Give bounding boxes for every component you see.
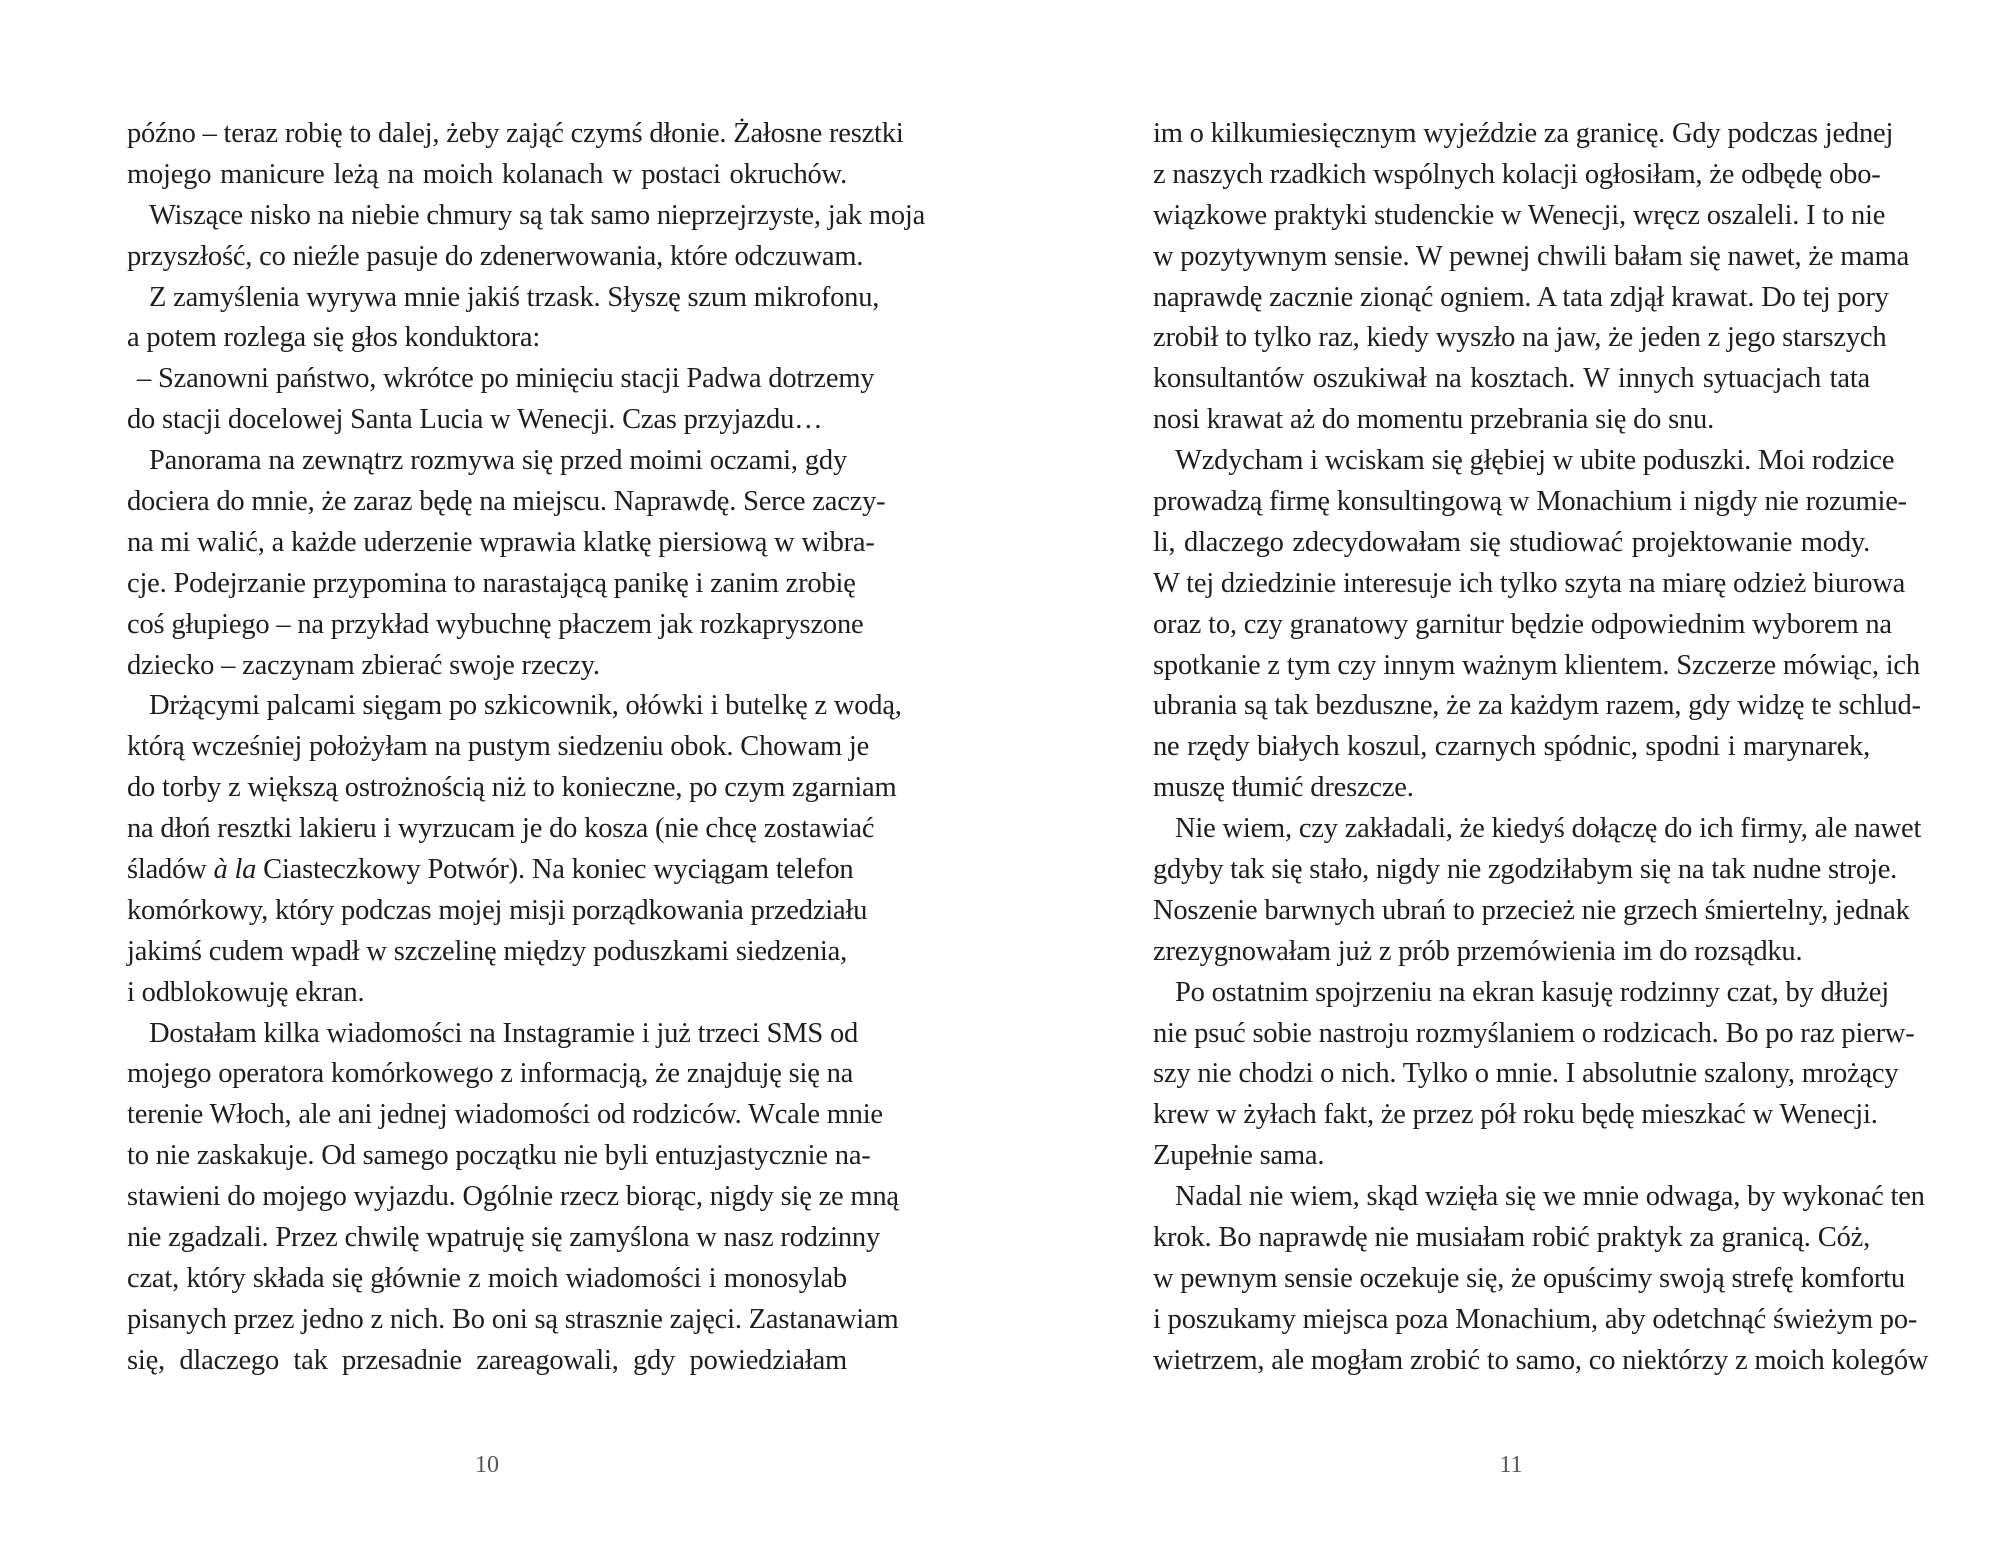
text-line: czat, który składa się głównie z moich wiadomości i monosylab	[127, 1262, 847, 1294]
text-line: późno – teraz robię to dalej, żeby zająć czymś dłonie. Żałosne resztki	[127, 118, 904, 149]
page-text	[127, 114, 926, 1382]
text-segment: Ciasteczkowy Potwór). Na koniec wyciągam telefon	[256, 854, 854, 886]
text-line: muszę tłumić dreszcze.	[1153, 772, 1414, 804]
text-line: im o kilkumiesięcznym wyjeździe za granicę. Gdy podczas jednej	[1153, 118, 1894, 149]
text-line: – Szanowni państwo, wkrótce po minięciu stacji Padwa dotrzemy	[137, 363, 875, 395]
text-line: i odblokowuję ekran.	[127, 976, 365, 1008]
text-line: krok. Bo naprawdę nie musiałam robić praktyk za granicą. Cóż,	[1153, 1222, 1870, 1254]
text-line: ne rzędy białych koszul, czarnych spódnic, spodni i marynarek,	[1153, 731, 1870, 763]
text-segment: śladów	[127, 854, 214, 886]
text-line: się, dlaczego tak przesadnie zareagowali, gdy powiedziałam	[127, 1344, 847, 1376]
text-line: naprawdę zacznie zionąć ogniem. A tata zdjął krawat. Do tej pory	[1153, 281, 1889, 313]
text-line: Nadal nie wiem, skąd wzięła się we mnie odwaga, by wykonać ten	[1175, 1181, 1925, 1213]
text-line: zrobił to tylko raz, kiedy wyszło na jaw, że jeden z jego starszych	[1153, 322, 1887, 354]
text-line: pisanych przez jedno z nich. Bo oni są strasznie zajęci. Zastanawiam	[127, 1303, 899, 1335]
page-text	[1153, 114, 1929, 1382]
page-number: 10	[475, 1452, 499, 1478]
text-line: mojego manicure leżą na moich kolanach w postaci okruchów.	[127, 158, 847, 190]
text-line: stawieni do mojego wyjazdu. Ogólnie rzecz biorąc, nigdy się ze mną	[127, 1181, 899, 1213]
page-right	[1000, 0, 2000, 1555]
text-line: nie zgadzali. Przez chwilę wpatruję się zamyślona w nasz rodzinny	[127, 1222, 881, 1254]
text-line: gdyby tak się stało, nigdy nie zgodziłabym się na tak nudne stroje.	[1153, 854, 1898, 886]
text-line: w pozytywnym sensie. W pewnej chwili bałam się nawet, że mama	[1153, 240, 1910, 272]
text-line: Z zamyślenia wyrywa mnie jakiś trzask. Słyszę szum mikrofonu,	[149, 281, 880, 313]
text-line: cje. Podejrzanie przypomina to narastającą panikę i zanim zrobię	[127, 567, 856, 599]
text-line: jakimś cudem wpadł w szczelinę między poduszkami siedzenia,	[127, 935, 847, 967]
text-line: konsultantów oszukiwał na kosztach. W innych sytuacjach tata	[1153, 363, 1870, 395]
text-line: z naszych rzadkich wspólnych kolacji ogłosiłam, że odbędę obo-	[1153, 158, 1881, 190]
text-line: Nie wiem, czy zakładali, że kiedyś dołączę do ich firmy, ale nawet	[1175, 813, 1922, 845]
text-line: Noszenie barwnych ubrań to przecież nie grzech śmiertelny, jednak	[1153, 894, 1910, 926]
text-line: nosi krawat aż do momentu przebrania się do snu.	[1153, 404, 1715, 436]
text-line: prowadzą firmę konsultingową w Monachium i nigdy nie rozumie-	[1153, 486, 1907, 518]
text-line: spotkanie z tym czy innym ważnym klientem. Szczerze mówiąc, ich	[1153, 649, 1920, 681]
text-line: do torby z większą ostrożnością niż to konieczne, po czym zgarniam	[127, 772, 897, 804]
text-line: W tej dziedzinie interesuje ich tylko szyta na miarę odzież biurowa	[1153, 567, 1906, 599]
text-line: to nie zaskakuje. Od samego początku nie byli entuzjastycznie na-	[127, 1140, 871, 1172]
italic-phrase: à la	[213, 854, 257, 886]
text-line: na mi walić, a każde uderzenie wprawia klatkę piersiową w wibra-	[127, 526, 875, 558]
text-line: krew w żyłach fakt, że przez pół roku będę mieszkać w Wenecji.	[1153, 1099, 1878, 1131]
text-line: dociera do mnie, że zaraz będę na miejscu. Naprawdę. Serce zaczy-	[127, 486, 886, 518]
text-line: w pewnym sensie oczekuje się, że opuścimy swoją strefę komfortu	[1153, 1262, 1905, 1294]
text-line: którą wcześniej położyłam na pustym siedzeniu obok. Chowam je	[127, 731, 870, 763]
text-line: Zupełnie sama.	[1153, 1140, 1325, 1172]
text-line: Panorama na zewnątrz rozmywa się przed moimi oczami, gdy	[149, 445, 847, 477]
page-number: 11	[1499, 1452, 1523, 1478]
text-line: przyszłość, co nieźle pasuje do zdenerwowania, które odczuwam.	[127, 240, 864, 272]
text-line: wiązkowe praktyki studenckie w Wenecji, wręcz oszaleli. I to nie	[1153, 199, 1886, 231]
text-line: li, dlaczego zdecydowałam się studiować projektowanie mody.	[1153, 526, 1870, 558]
text-line: komórkowy, który podczas mojej misji porządkowania przedziału	[127, 894, 868, 926]
text-line: do stacji docelowej Santa Lucia w Wenecji. Czas przyjazdu…	[127, 404, 823, 436]
text-line: a potem rozlega się głos konduktora:	[127, 322, 541, 354]
text-line: Drżącymi palcami sięgam po szkicownik, ołówki i butelkę z wodą,	[149, 690, 902, 722]
text-line: i poszukamy miejsca poza Monachium, aby odetchnąć świeżym po-	[1153, 1303, 1918, 1335]
text-line: wietrzem, ale mogłam zrobić to samo, co niektórzy z moich kolegów	[1153, 1344, 1929, 1376]
text-line: Wiszące nisko na niebie chmury są tak samo nieprzejrzyste, jak moja	[149, 199, 926, 231]
text-line: Po ostatnim spojrzeniu na ekran kasuję rodzinny czat, by dłużej	[1175, 976, 1889, 1008]
text-line: zrezygnowałam już z prób przemówienia im do rozsądku.	[1153, 935, 1803, 967]
text-line: dziecko – zaczynam zbierać swoje rzeczy.	[127, 649, 600, 681]
text-line: ubrania są tak bezduszne, że za każdym razem, gdy widzę te schlud-	[1153, 690, 1921, 722]
text-line: oraz to, czy granatowy garnitur będzie odpowiednim wyborem na	[1153, 608, 1892, 640]
text-line: nie psuć sobie nastroju rozmyślaniem o rodzicach. Bo po raz pierw-	[1153, 1017, 1915, 1049]
text-line: mojego operatora komórkowego z informacją, że znajduję się na	[127, 1058, 854, 1090]
text-line: na dłoń resztki lakieru i wyrzucam je do kosza (nie chcę zostawiać	[127, 813, 875, 845]
text-line: szy nie chodzi o nich. Tylko o mnie. I absolutnie szalony, mrożący	[1153, 1058, 1899, 1090]
text-line: Wzdycham i wciskam się głębiej w ubite poduszki. Moi rodzice	[1175, 445, 1895, 477]
text-line: Dostałam kilka wiadomości na Instagramie i już trzeci SMS od	[149, 1017, 859, 1049]
text-line: coś głupiego – na przykład wybuchnę płaczem jak rozkapryszone	[127, 608, 864, 640]
text-line: terenie Włoch, ale ani jednej wiadomości od rodziców. Wcale mnie	[127, 1099, 883, 1131]
text-line	[127, 850, 854, 891]
